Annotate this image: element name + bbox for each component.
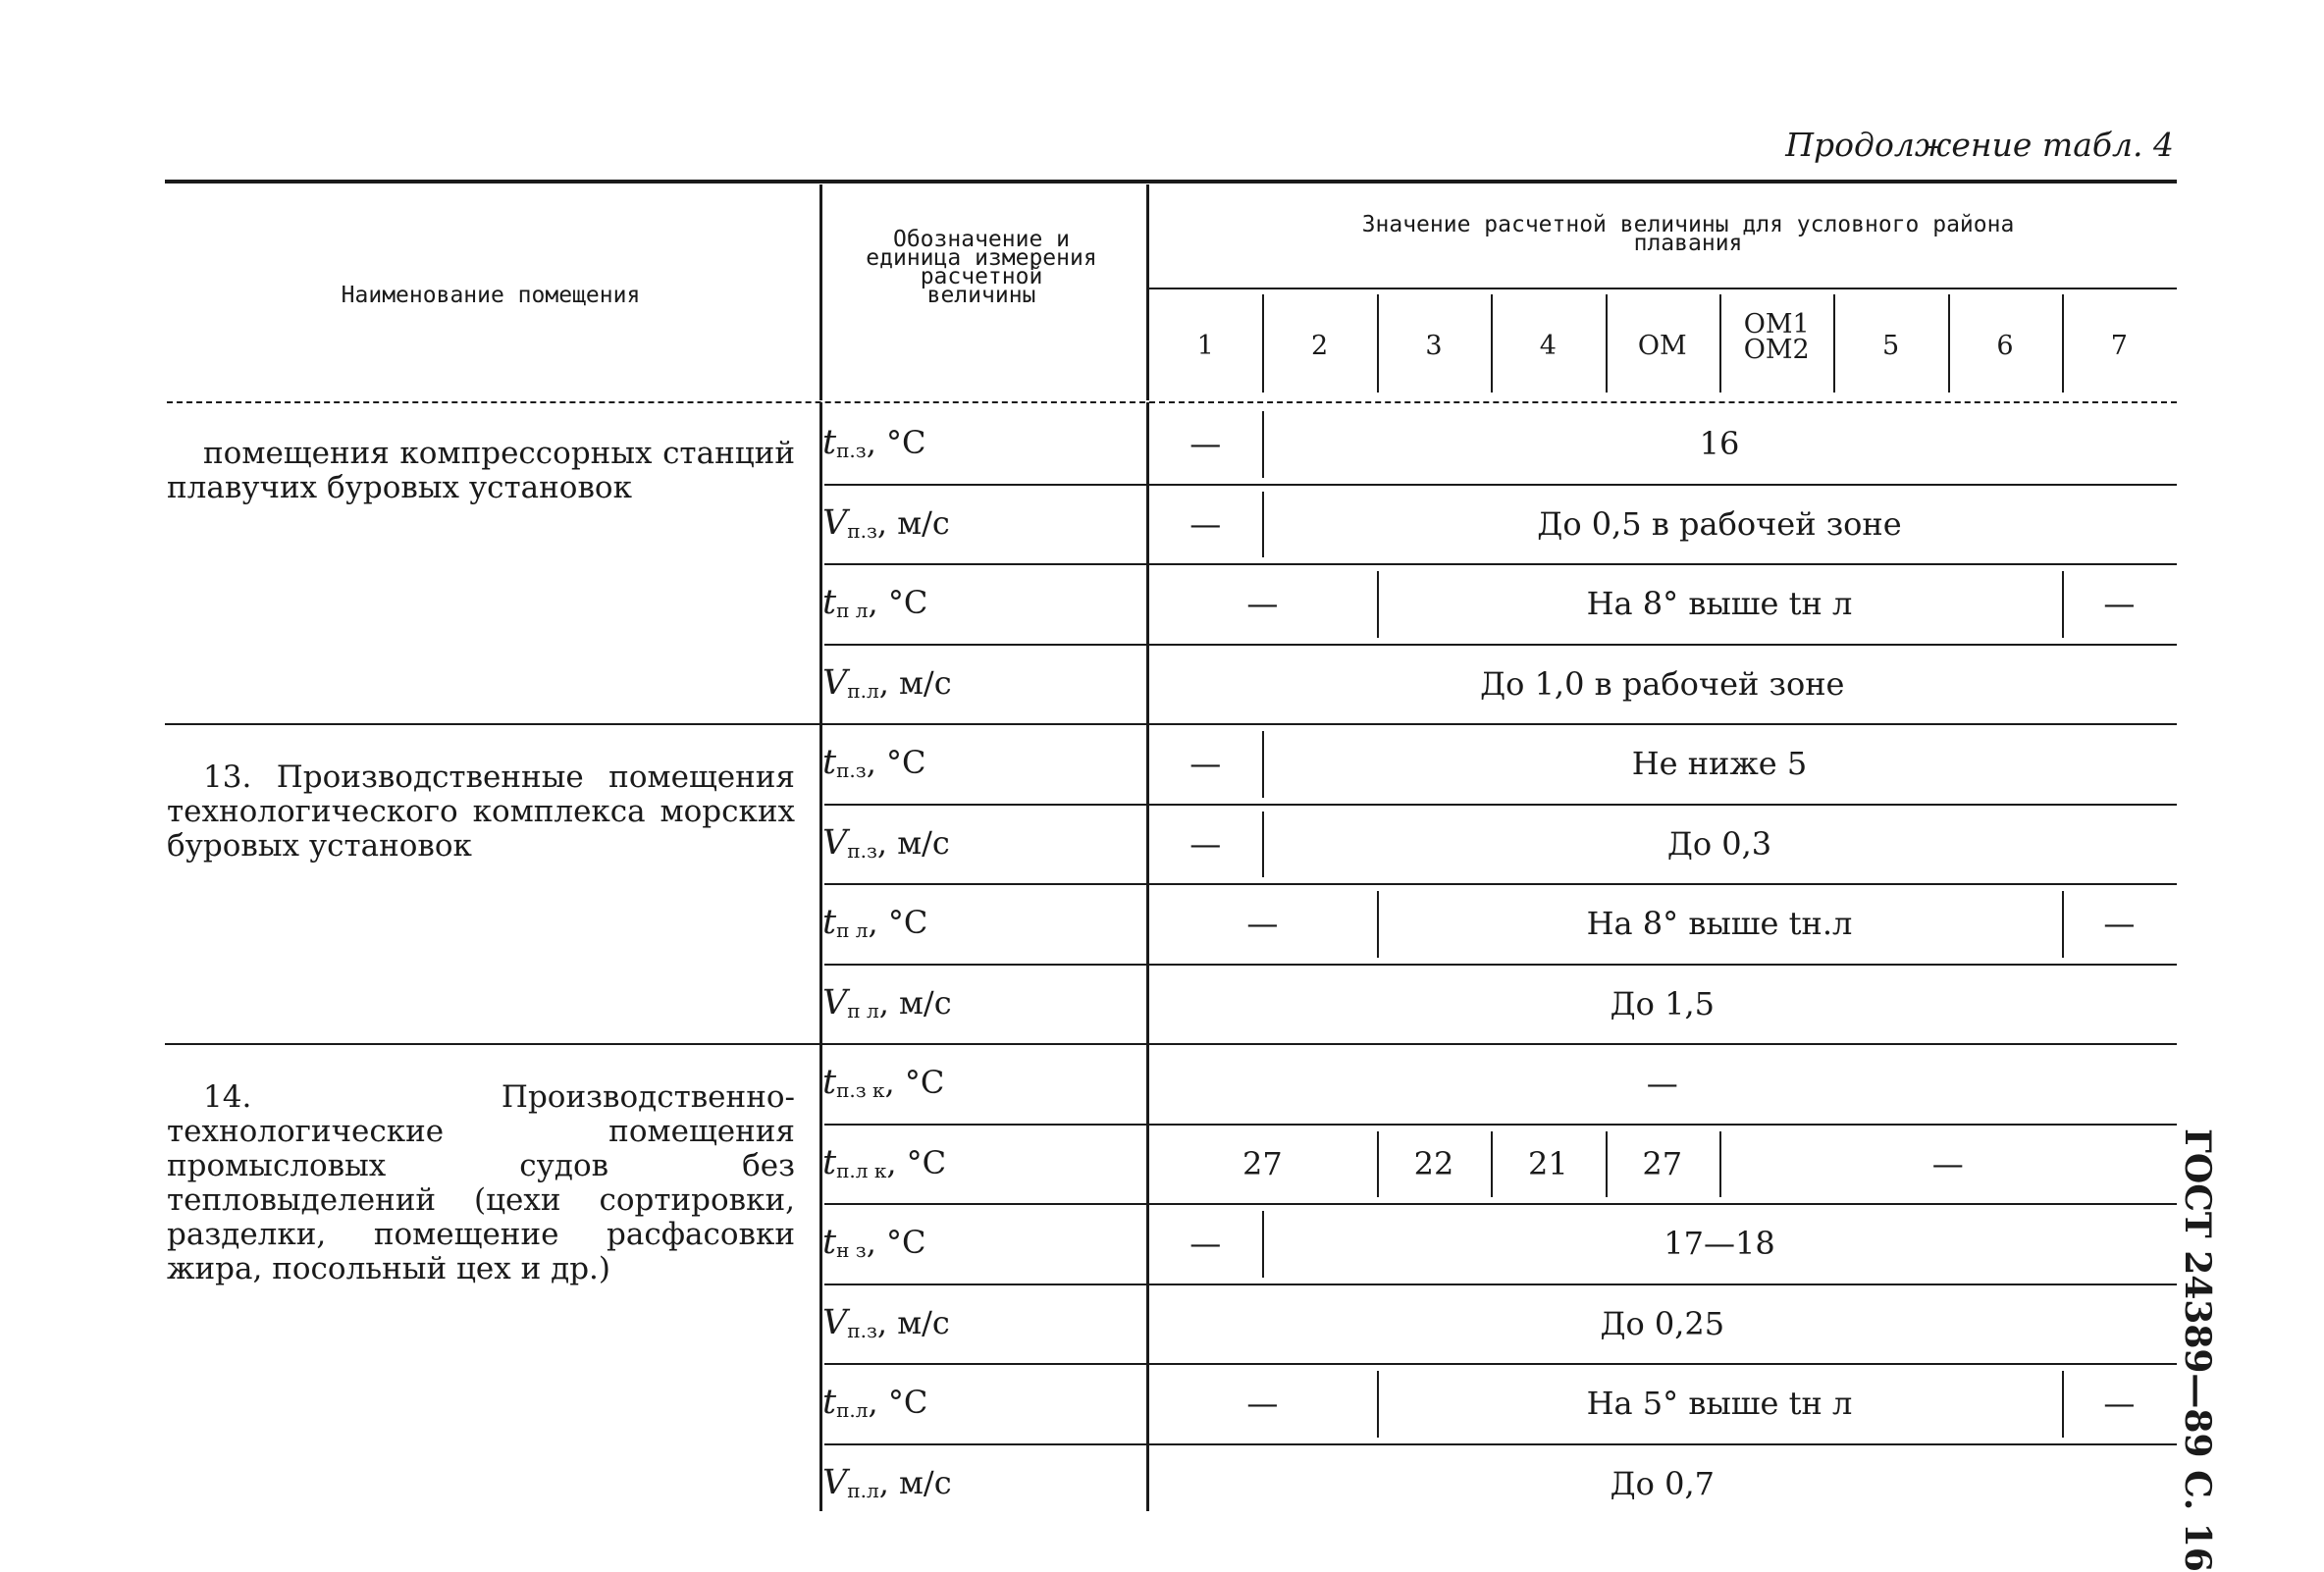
cell-divider — [1262, 1211, 1264, 1278]
value-cell: 21 — [1528, 1144, 1568, 1182]
value-cell: До 0,7 — [1610, 1464, 1715, 1502]
column-number: 4 — [1539, 331, 1557, 361]
room-name: 13. Производственные помещения технологического комплекса морских буровых установок — [167, 760, 795, 864]
quantity-symbol: $V_{п.л}$, м/с — [822, 662, 952, 703]
quantity-symbol: $t_{п.з}$, °C — [822, 743, 926, 782]
value-cell: До 0,25 — [1600, 1304, 1725, 1342]
value-cell: — — [1246, 1385, 1279, 1422]
cell-divider — [1262, 812, 1264, 878]
quantity-symbol: $t_{п л}$, °C — [822, 903, 928, 942]
room-name: помещения компрессорных станций плавучих буровых установок — [167, 436, 795, 505]
cell-divider — [2062, 891, 2064, 958]
column-divider — [1948, 294, 1950, 393]
value-header: Значение расчетной величины для условного района плавания — [1361, 212, 2015, 256]
row-rule — [824, 1363, 2177, 1365]
value-cell: — — [1189, 425, 1222, 462]
value-cell: 17—18 — [1664, 1225, 1775, 1262]
value-cell: — — [1646, 1065, 1678, 1102]
cell-divider — [1719, 1131, 1721, 1198]
quantity-symbol: $V_{п.з}$, м/с — [822, 822, 950, 863]
header-subrule — [1148, 288, 2177, 289]
quantity-symbol: $V_{п.з}$, м/с — [822, 502, 950, 543]
value-cell: — — [2103, 1385, 2136, 1422]
value-cell: 27 — [1642, 1144, 1683, 1182]
row-rule — [824, 804, 2177, 806]
quantity-symbol: $t_{п.з}$, °C — [822, 423, 926, 462]
row-rule — [824, 964, 2177, 966]
quantity-symbol: $t_{н з}$, °C — [822, 1223, 926, 1262]
value-cell: На 5° выше tн л — [1586, 1385, 1853, 1422]
value-cell: — — [1931, 1144, 1964, 1182]
value-cell: 16 — [1699, 425, 1740, 462]
row-rule — [824, 883, 2177, 885]
quantity-symbol: $V_{п л}$, м/с — [822, 982, 952, 1022]
row-rule — [824, 644, 2177, 646]
column-divider — [1491, 294, 1493, 393]
value-cell: — — [1189, 824, 1222, 863]
column-number: 2 — [1310, 331, 1329, 361]
column-divider — [1377, 294, 1379, 393]
column-number: 3 — [1425, 331, 1443, 361]
row-rule — [824, 1124, 2177, 1126]
cell-divider — [1491, 1131, 1493, 1198]
row-rule — [824, 1203, 2177, 1205]
value-cell: — — [1189, 1225, 1222, 1262]
column-number: 7 — [2110, 331, 2128, 361]
value-cell: 27 — [1242, 1144, 1283, 1182]
row-rule — [824, 1443, 2177, 1445]
cell-divider — [1377, 891, 1379, 958]
room-name-header: Наименование помещения — [341, 283, 641, 308]
column-divider — [1606, 294, 1608, 393]
body-divider-right — [1146, 402, 1149, 1511]
value-cell: — — [1189, 504, 1222, 543]
value-cell: На 8° выше tн л — [1586, 585, 1853, 622]
table-continuation-caption: Продолжение табл. 4 — [1785, 126, 2174, 164]
row-rule — [824, 1284, 2177, 1285]
value-cell: 22 — [1413, 1144, 1454, 1182]
table-top-rule — [165, 180, 2177, 183]
value-cell: До 1,5 — [1610, 984, 1715, 1022]
column-number: ОМ — [1637, 331, 1687, 361]
quantity-symbol: $t_{п.л к}$, °C — [822, 1142, 947, 1182]
row-rule — [824, 563, 2177, 565]
quantity-symbol: $V_{п.л}$, м/с — [822, 1462, 952, 1502]
column-divider — [1262, 294, 1264, 393]
value-cell: — — [1246, 585, 1279, 622]
room-name: 14. Производственно-технологические помещения промысловых судов без тепловыделений (цехи сортировки, разделки, помещение расфасовки жира, посольный цех и др.) — [167, 1079, 795, 1286]
cell-divider — [1377, 571, 1379, 638]
column-number: 5 — [1881, 331, 1900, 361]
cell-divider — [1262, 731, 1264, 798]
value-cell: Не ниже 5 — [1631, 745, 1808, 782]
quantity-symbol: $t_{п.з к}$, °C — [822, 1063, 945, 1102]
value-cell: До 0,3 — [1666, 824, 1772, 863]
column-divider — [2062, 294, 2064, 393]
cell-divider — [1377, 1131, 1379, 1198]
column-divider — [1719, 294, 1721, 393]
value-cell: — — [2103, 585, 2136, 622]
row-rule — [165, 723, 2177, 725]
cell-divider — [1262, 411, 1264, 478]
designation-header: Обозначение и единица измерения расчетной величины — [866, 227, 1097, 308]
cell-divider — [2062, 571, 2064, 638]
column-number: 1 — [1196, 331, 1214, 361]
quantity-symbol: $t_{п.л}$, °C — [822, 1383, 928, 1422]
column-divider — [1833, 294, 1835, 393]
value-cell: — — [2103, 905, 2136, 942]
value-cell: — — [1246, 905, 1279, 942]
column-number: ОМ1 ОМ2 — [1743, 309, 1810, 365]
cell-divider — [1262, 492, 1264, 558]
header-divider — [1146, 184, 1149, 400]
value-cell: На 8° выше tн.л — [1586, 905, 1853, 942]
cell-divider — [2062, 1371, 2064, 1438]
body-divider-left — [819, 402, 822, 1511]
cell-divider — [1377, 1371, 1379, 1438]
cell-divider — [1606, 1131, 1608, 1198]
header-divider — [819, 184, 822, 400]
standard-page-label: ГОСТ 24389—89 С. 16 — [2177, 1128, 2218, 1572]
header-bottom-rule — [167, 401, 2177, 403]
value-cell: До 1,0 в рабочей зоне — [1480, 664, 1845, 703]
value-cell: — — [1189, 745, 1222, 782]
value-cell: До 0,5 в рабочей зоне — [1537, 504, 1902, 543]
row-rule — [165, 1043, 2177, 1045]
quantity-symbol: $V_{п.з}$, м/с — [822, 1302, 950, 1342]
quantity-symbol: $t_{п л}$, °C — [822, 583, 928, 622]
row-rule — [824, 484, 2177, 486]
column-number: 6 — [1996, 331, 2014, 361]
